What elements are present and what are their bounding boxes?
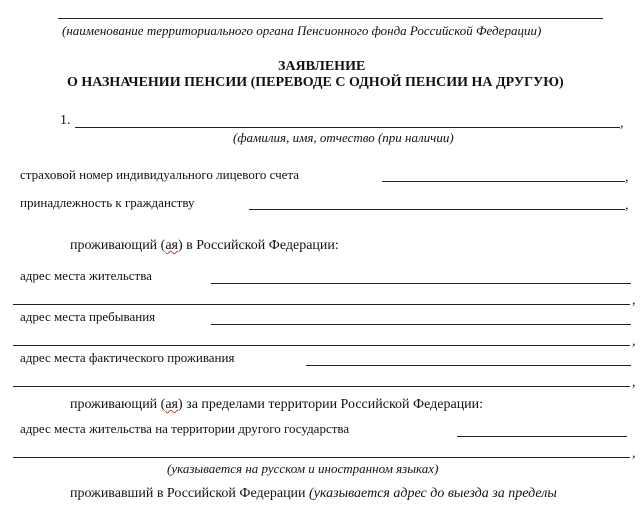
previous-residence-text: проживавший в Российской Федерации (указывается адрес до выезда за пределы	[70, 486, 557, 501]
organ-name-line[interactable]	[58, 18, 603, 19]
registration-address-field[interactable]	[211, 283, 631, 284]
citizenship-field[interactable]	[249, 209, 625, 210]
registration-address-comma: ,	[632, 293, 636, 308]
registration-address-label: адрес места жительства	[20, 268, 152, 283]
stay-address-field-2[interactable]	[13, 345, 630, 346]
actual-address-field[interactable]	[306, 365, 631, 366]
residing-rf-heading: проживающий (ая) в Российской Федерации:	[70, 238, 339, 253]
snils-field[interactable]	[382, 181, 625, 182]
registration-address-field-2[interactable]	[13, 304, 630, 305]
document-subtitle: О НАЗНАЧЕНИИ ПЕНСИИ (ПЕРЕВОДЕ С ОДНОЙ ПЕНСИИ НА ДРУГУЮ)	[67, 75, 564, 90]
full-name-caption: (фамилия, имя, отчество (при наличии)	[233, 130, 454, 145]
citizenship-comma: ,	[625, 198, 629, 213]
foreign-address-field[interactable]	[457, 436, 627, 437]
residing-abroad-heading: проживающий (ая) за пределами территории Российской Федерации:	[70, 397, 484, 412]
snils-label: страховой номер индивидуального лицевого счета	[20, 167, 300, 182]
stay-address-comma: ,	[632, 334, 636, 349]
stay-address-field[interactable]	[211, 324, 631, 325]
foreign-address-label: адрес места жительства на территории другого государства	[20, 421, 350, 436]
actual-address-label: адрес места фактического проживания	[20, 350, 235, 365]
snils-comma: ,	[625, 170, 629, 185]
actual-address-comma: ,	[632, 375, 636, 390]
full-name-field[interactable]	[75, 127, 620, 128]
foreign-address-field-2[interactable]	[13, 457, 630, 458]
citizenship-label: принадлежность к гражданству	[20, 195, 195, 210]
language-note: (указывается на русском и иностранном языках)	[167, 461, 439, 476]
full-name-comma: ,	[620, 116, 624, 131]
organ-caption: (наименование территориального органа Пенсионного фонда Российской Федерации)	[62, 23, 542, 38]
actual-address-field-2[interactable]	[13, 386, 630, 387]
document-title: ЗАЯВЛЕНИЕ	[278, 59, 366, 74]
stay-address-label: адрес места пребывания	[20, 309, 156, 324]
foreign-address-comma: ,	[632, 446, 636, 461]
item-number: 1.	[60, 113, 71, 128]
